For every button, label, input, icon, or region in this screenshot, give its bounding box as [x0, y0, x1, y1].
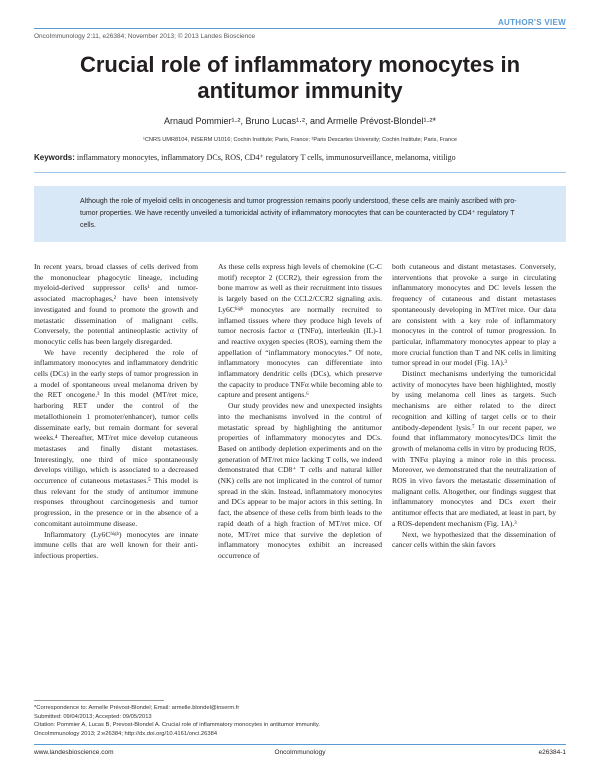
paragraph: both cutaneous and distant metastases. Conversely, interventions that provoke a surge in circulating inflammatory monocytes and DC levels lessen the frequency of cutaneous and distant metastases spontaneously developing in MT/ret mice. Our data are consistent with a key role of inflammatory monocytes in the control of tumor progression. In particular, inflammatory monocytes appear to play a more crucial function than T and NK cells in limiting tumor spread in our model (Fig. 1A).³ [392, 262, 556, 368]
keywords [34, 153, 566, 162]
body-column-3 [392, 262, 556, 551]
doi-note: OncoImmunology 2013; 2:e26384; http://dx.doi.org/10.4161/onci.26384 [34, 730, 218, 737]
paragraph: In recent years, broad classes of cells derived from the mononuclear phagocytic lineage, including myeloid-derived suppressor cells¹ and tumor-associated macrophages,² have been intensively investigated and found to promote the growth and metastatic dissemination of malignant cells. Conversely, the potential antineoplastic activity of monocytic cells has been largely disregarded. [34, 262, 198, 346]
keywords-rule [34, 172, 566, 173]
header-rule [34, 28, 566, 29]
journal-citation: OncoImmunology 2:11, e26384; November 2013; © 2013 Landes Bioscience [34, 33, 256, 40]
author-list: Arnaud Pommier¹·², Bruno Lucas¹·², and Armelle Prévost-Blondel¹·²* [163, 116, 437, 126]
footer-website: www.landesbioscience.com [34, 749, 114, 756]
footnotes [34, 704, 320, 738]
article-title: Crucial role of inflammatory monocytes in antitumor immunity [79, 52, 521, 103]
footnote-rule [34, 700, 164, 701]
footer-journal: OncoImmunology [274, 749, 326, 756]
abstract: Although the role of myeloid cells in oncogenesis and tumor progression remains poorly understood, these cells are mainly ascribed with pro-tumor properties. We have recently unveiled a tumoricidal activity of inflammatory monocytes that can be counteracted by CD4⁺ regulatory T cells. [80, 198, 517, 229]
section-label: AUTHOR'S VIEW [497, 18, 566, 27]
submission-dates: Submitted: 09/04/2013; Accepted: 09/05/2013 [34, 713, 152, 720]
footer-page-number: e26384-1 [538, 749, 566, 756]
paragraph: Next, we hypothesized that the dissemination of cancer cells within the skin favors [392, 529, 556, 550]
correspondence-note: *Correspondence to: Armelle Prévost-Blondel; Email: armelle.blondel@inserm.fr [34, 705, 240, 711]
body-column-1 [34, 262, 198, 562]
paragraph: Distinct mechanisms underlying the tumoricidal activity of monocytes have been highlighted, mostly by using melanoma cell lines as targets. Such mechanisms are either related to the direct recognition and killing of target cells or to their antibody-dependent lysis.⁷ In our recent paper, we found that inflammatory monocytes/DCs limit the growth of melanoma cells in vitro by producing ROS, with TNFα playing a minor role in this process. Moreover, we demonstrated that the neutralization of ROS in vivo favors the metastatic dissemination of malignant cells. Altogether, our findings suggest that inflammatory monocytes and DCs exert their antitumor effects that are mediated, at least in part, by a ROS-dependent mechanism (Fig. 1A).³ [392, 369, 556, 528]
paragraph: Inflammatory (Ly6Cʰⁱᵍʰ) monocytes are innate immune cells that are well known for their anti-infectious properties. [34, 529, 198, 560]
keywords-text: inflammatory monocytes, inflammatory DCs, ROS, CD4⁺ regulatory T cells, immunosurveillance, melanoma, vitiligo [76, 153, 456, 162]
affiliations: ¹CNRS UMR8104, INSERM U1016; Cochin Institute; Paris, France; ²Paris Descartes University; Cochin Institute; Paris, France [143, 137, 457, 143]
paragraph: As these cells express high levels of chemokine (C-C motif) receptor 2 (CCR2), their egression from the bone marrow as well as their recruitment into tissues is largely based on the CCL2/CCR2 signaling axis. Ly6Cʰⁱᵍʰ monocytes are normally recruited to inflamed tissues where they produce high levels of tumor necrosis factor α (TNFα), interleukin (IL)-1 and reactive oxygen species (ROS), earning them the appellation of “inflammatory monocytes.” Of note, inflammatory monocytes can differentiate into inflammatory dendritic cells (DCs), which preserve the capacity to produce TNFα while becoming able to capture and present antigens.⁶ [218, 262, 382, 400]
footer-rule [34, 744, 566, 745]
paragraph: We have recently deciphered the role of inflammatory monocytes and inflammatory dendritic cells (DCs) in the early steps of tumor progression in a model of spontaneous uveal melanoma driven by the RET oncogene.³ In this model (MT/ret mice, harboring RET under the control of the metallothionein 1 promoter/enhancer), tumor cells disseminate early, but remain dormant for several weeks.⁴ Thereafter, MT/ret mice develop cutaneous metastases and finally distant metastases. Interestingly, one third of mice spontaneously develops vitiligo, which is associated to a decreased occurrence of cutaneous metastases.⁵ This model is thus relevant for the study of antitumor immune responses throughout carcinogenesis and tumor progression, in the presence or in the absence of a concomitant autoimmune disease. [34, 347, 198, 528]
paragraph: Our study provides new and unexpected insights into the mechanisms involved in the control of metastatic spread by highlighting the antitumor properties of inflammatory monocytes and DCs. Based on antibody depletion experiments and on the generation of MT/ret mice lacking T cells, we indeed demonstrated that CD8⁺ T cells and natural killer (NK) cells are not implicated in the control of tumor spread in the skin. Instead, inflammatory monocytes and DCs appear to be major actors in this setting. In fact, the absence of these cells from birth leads to the rapid death of a high fraction of MT/ret mice. Of note, MT/ret mice that survive the depletion of inflammatory monocytes exhibit an increased occurrence of [218, 401, 382, 560]
keywords-label: Keywords: [34, 153, 75, 162]
body-column-2 [218, 262, 382, 562]
citation-note: Citation: Pommier A, Lucas B, Prevost-Blondel A. Crucial role of inflammatory monocytes in antitumor immunity. [34, 722, 320, 729]
